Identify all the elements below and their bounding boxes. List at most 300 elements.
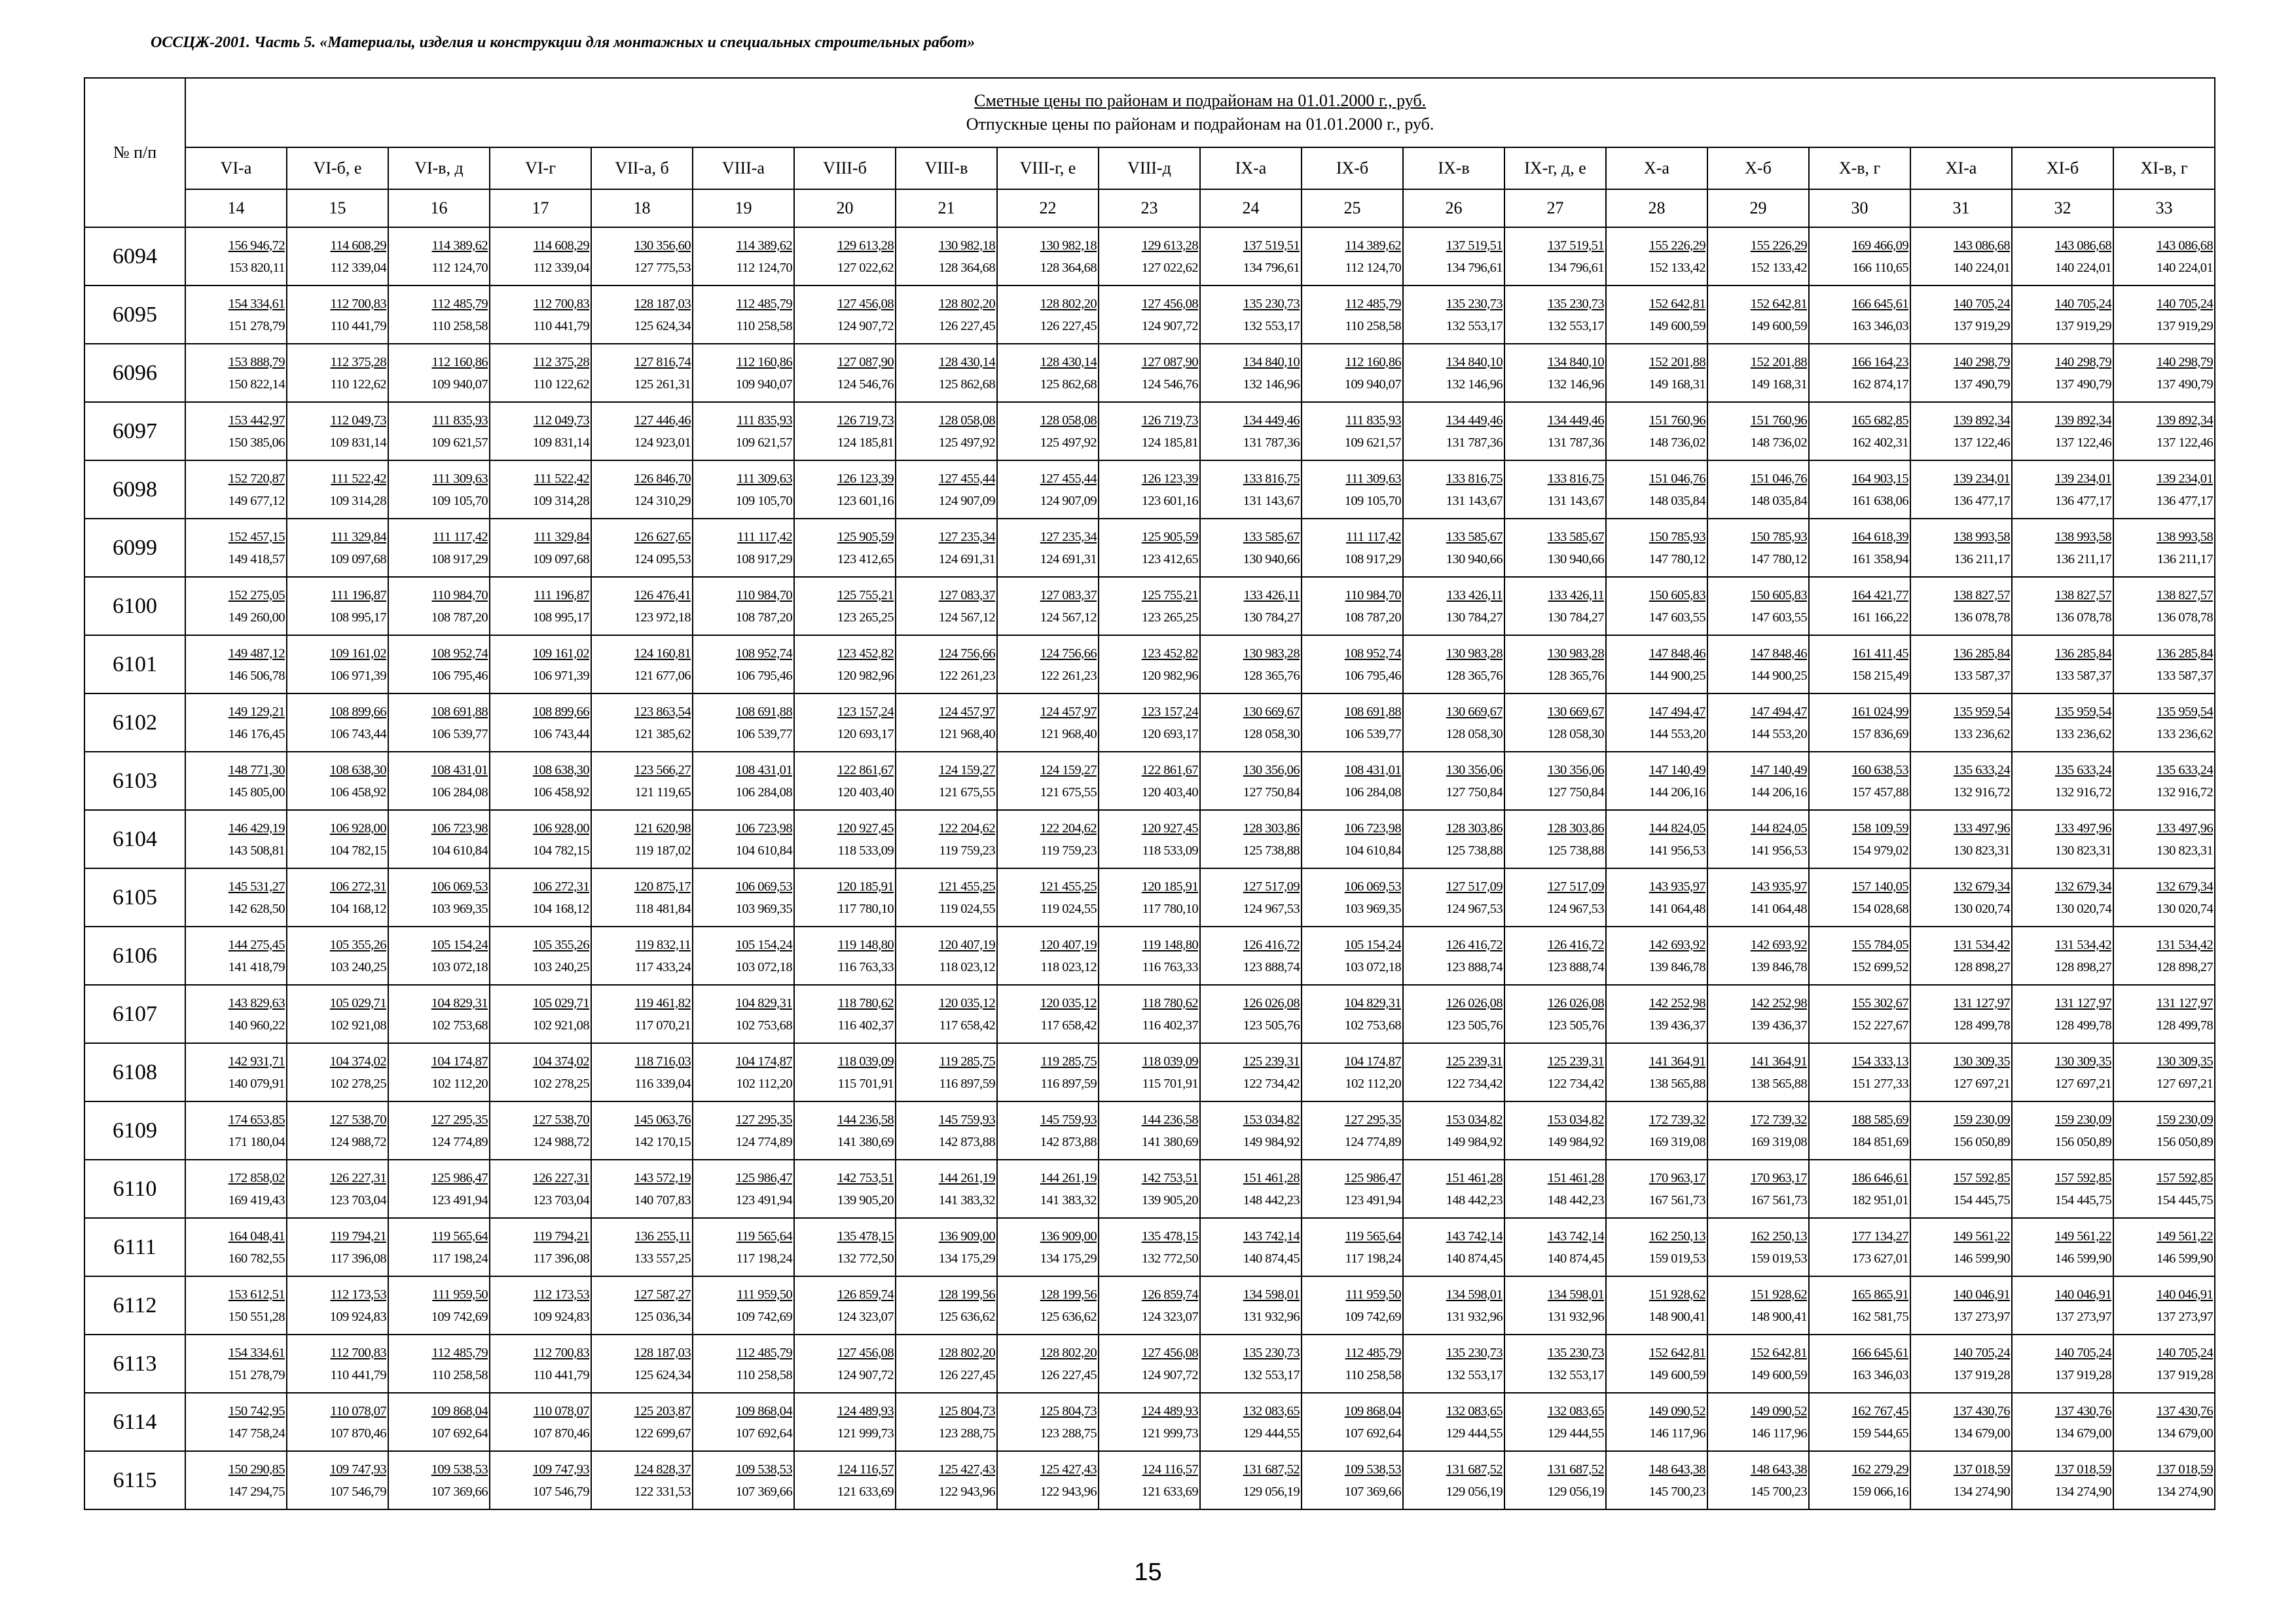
estimated-price: 112 375,28 — [533, 354, 589, 369]
price-cell — [2012, 1335, 2113, 1393]
release-price: 132 916,72 — [2156, 784, 2214, 800]
release-price: 104 610,84 — [735, 843, 792, 858]
release-price: 142 170,15 — [634, 1134, 691, 1149]
price-cell — [1403, 1043, 1504, 1101]
release-price: 136 078,78 — [2054, 610, 2111, 625]
estimated-price: 139 892,34 — [1953, 413, 2010, 428]
estimated-price: 106 069,53 — [1344, 879, 1401, 894]
release-price: 146 176,45 — [228, 726, 285, 741]
price-cell — [1809, 752, 1910, 810]
price-cell — [1809, 635, 1910, 693]
release-price: 124 095,53 — [634, 551, 691, 566]
table-row — [84, 227, 2215, 286]
price-cell — [693, 460, 794, 519]
estimated-price: 157 592,85 — [2054, 1170, 2111, 1185]
release-price: 123 505,76 — [1547, 1018, 1604, 1033]
table-row — [84, 1160, 2215, 1218]
estimated-price: 160 638,53 — [1851, 762, 1908, 777]
price-cell — [1099, 1276, 1200, 1335]
release-price: 122 261,23 — [1040, 668, 1097, 683]
column-header: VIII-г, е — [997, 147, 1099, 189]
page-number: 15 — [1134, 1559, 1162, 1586]
estimated-price: 130 309,35 — [1953, 1054, 2010, 1069]
price-cell — [1403, 344, 1504, 402]
release-price: 146 599,90 — [1953, 1251, 2010, 1266]
release-price: 124 774,89 — [735, 1134, 792, 1149]
estimated-price: 140 298,79 — [2054, 354, 2111, 369]
estimated-price: 147 848,46 — [1750, 646, 1807, 661]
price-cell — [2113, 1043, 2215, 1101]
release-price: 158 215,49 — [1851, 668, 1908, 683]
estimated-price: 166 164,23 — [1851, 354, 1908, 369]
price-cell — [896, 1276, 997, 1335]
estimated-price: 158 109,59 — [1851, 821, 1908, 836]
price-cell — [1099, 1218, 1200, 1276]
release-price: 142 628,50 — [228, 901, 285, 916]
estimated-price: 143 086,68 — [2156, 238, 2214, 253]
price-cell — [1910, 1276, 2012, 1335]
estimated-price: 104 374,02 — [532, 1054, 589, 1069]
price-cell — [2012, 1101, 2113, 1160]
estimated-price: 111 117,42 — [1346, 529, 1401, 544]
price-cell — [1606, 402, 1707, 460]
price-cell — [287, 1393, 388, 1451]
estimated-price: 111 117,42 — [433, 529, 488, 544]
estimated-price: 119 285,75 — [1040, 1054, 1097, 1069]
release-price: 131 143,67 — [1547, 493, 1604, 508]
estimated-price: 122 861,67 — [837, 762, 894, 777]
column-index: 32 — [2012, 189, 2113, 227]
price-cell — [185, 460, 287, 519]
release-price: 109 105,70 — [735, 493, 792, 508]
release-price: 144 206,16 — [1750, 784, 1807, 800]
price-cell — [1099, 402, 1200, 460]
estimated-price: 105 355,26 — [329, 937, 386, 952]
price-cell — [490, 286, 591, 344]
estimated-price: 142 252,98 — [1649, 995, 1705, 1010]
price-cell — [1200, 635, 1302, 693]
release-price: 130 823,31 — [1953, 843, 2010, 858]
price-cell — [287, 227, 388, 286]
row-number: 6108 — [84, 1043, 185, 1101]
release-price: 167 561,73 — [1750, 1192, 1807, 1208]
release-price: 110 258,58 — [431, 1367, 488, 1382]
release-price: 123 491,94 — [1344, 1192, 1401, 1208]
release-price: 152 699,52 — [1851, 959, 1908, 974]
release-price: 119 187,02 — [634, 843, 691, 858]
price-cell — [896, 1451, 997, 1509]
price-cell — [1504, 868, 1606, 927]
release-price: 139 436,37 — [1750, 1018, 1807, 1033]
estimated-price: 150 290,85 — [228, 1462, 285, 1477]
estimated-price: 108 691,88 — [431, 704, 488, 719]
estimated-price: 125 905,59 — [1141, 529, 1198, 544]
release-price: 133 587,37 — [2156, 668, 2214, 683]
price-cell — [1099, 1043, 1200, 1101]
price-cell — [693, 577, 794, 635]
price-cell — [896, 1101, 997, 1160]
price-cell — [1809, 810, 1910, 868]
table-row — [84, 693, 2215, 752]
price-cell — [185, 1043, 287, 1101]
price-cell — [388, 1335, 490, 1393]
release-price: 124 691,31 — [938, 551, 995, 566]
release-price: 124 967,53 — [1547, 901, 1604, 916]
release-price: 148 736,02 — [1649, 435, 1705, 450]
release-price: 109 940,07 — [735, 377, 792, 392]
estimated-price: 124 116,57 — [1142, 1462, 1198, 1477]
release-price: 122 331,53 — [634, 1484, 691, 1499]
release-price: 130 784,27 — [1243, 610, 1300, 625]
price-cell — [794, 402, 896, 460]
release-price: 123 703,04 — [329, 1192, 386, 1208]
estimated-price: 112 049,73 — [533, 413, 589, 428]
price-cell — [1099, 868, 1200, 927]
estimated-price: 162 250,13 — [1750, 1228, 1807, 1244]
estimated-price: 143 742,14 — [1243, 1228, 1300, 1244]
price-cell — [1302, 810, 1403, 868]
estimated-price: 119 461,82 — [634, 995, 691, 1010]
estimated-price: 144 261,19 — [1040, 1170, 1097, 1185]
price-cell — [1099, 1335, 1200, 1393]
row-number-header: № п/п — [84, 78, 185, 227]
estimated-price: 108 952,74 — [431, 646, 488, 661]
estimated-price: 122 204,62 — [1040, 821, 1097, 836]
table-row — [84, 1451, 2215, 1509]
estimated-price: 137 519,51 — [1547, 238, 1604, 253]
price-cell — [591, 227, 693, 286]
release-price: 154 445,75 — [1953, 1192, 2010, 1208]
release-price: 169 419,43 — [228, 1192, 285, 1208]
price-cell — [794, 985, 896, 1043]
column-header: VIII-б — [794, 147, 896, 189]
release-price: 154 028,68 — [1851, 901, 1908, 916]
release-price: 153 820,11 — [228, 260, 285, 275]
price-cell — [1707, 402, 1809, 460]
release-price: 128 499,78 — [1953, 1018, 2010, 1033]
release-price: 130 823,31 — [2054, 843, 2111, 858]
table-title-row — [84, 78, 2215, 147]
estimated-price: 135 633,24 — [1953, 762, 2010, 777]
release-price: 103 072,18 — [735, 959, 792, 974]
release-price: 117 658,42 — [939, 1018, 995, 1033]
price-cell — [287, 985, 388, 1043]
row-number: 6095 — [84, 286, 185, 344]
price-cell — [1403, 868, 1504, 927]
release-price: 159 019,53 — [1750, 1251, 1807, 1266]
table-title — [185, 78, 2215, 147]
release-price: 110 441,79 — [330, 318, 386, 333]
estimated-price: 126 026,08 — [1446, 995, 1503, 1010]
estimated-price: 123 566,27 — [634, 762, 691, 777]
release-price: 124 923,01 — [634, 435, 691, 450]
price-cell — [1099, 1160, 1200, 1218]
release-price: 149 984,92 — [1446, 1134, 1503, 1149]
estimated-price: 130 983,28 — [1547, 646, 1604, 661]
estimated-price: 105 154,24 — [735, 937, 792, 952]
column-index: 18 — [591, 189, 693, 227]
estimated-price: 108 952,74 — [735, 646, 792, 661]
release-price: 148 442,23 — [1243, 1192, 1300, 1208]
estimated-price: 147 140,49 — [1750, 762, 1807, 777]
release-price: 123 412,65 — [837, 551, 894, 566]
estimated-price: 165 865,91 — [1851, 1287, 1908, 1302]
price-cell — [1200, 868, 1302, 927]
price-cell — [1504, 227, 1606, 286]
price-cell — [490, 577, 591, 635]
price-cell — [794, 810, 896, 868]
release-price: 129 056,19 — [1547, 1484, 1604, 1499]
column-header-row — [84, 147, 2215, 189]
price-cell — [1910, 519, 2012, 577]
price-cell — [1707, 927, 1809, 985]
price-cell — [1910, 1218, 2012, 1276]
estimated-price: 124 116,57 — [837, 1462, 894, 1477]
release-price: 140 874,45 — [1446, 1251, 1503, 1266]
release-price: 142 873,88 — [938, 1134, 995, 1149]
release-price: 127 697,21 — [2156, 1076, 2214, 1091]
estimated-price: 142 931,71 — [228, 1054, 285, 1069]
release-price: 132 772,50 — [837, 1251, 894, 1266]
price-cell — [1302, 868, 1403, 927]
release-price: 125 738,88 — [1243, 843, 1300, 858]
release-price: 107 369,66 — [431, 1484, 488, 1499]
table-row — [84, 752, 2215, 810]
price-cell — [185, 1276, 287, 1335]
estimated-price: 110 984,70 — [736, 587, 792, 602]
estimated-price: 120 927,45 — [1141, 821, 1198, 836]
price-cell — [1504, 344, 1606, 402]
price-cell — [591, 577, 693, 635]
price-cell — [896, 286, 997, 344]
release-price: 109 105,70 — [431, 493, 488, 508]
release-price: 157 457,88 — [1851, 784, 1908, 800]
estimated-price: 125 239,31 — [1243, 1054, 1300, 1069]
estimated-price: 140 705,24 — [2156, 1345, 2214, 1360]
price-cell — [1504, 810, 1606, 868]
estimated-price: 149 129,21 — [228, 704, 285, 719]
release-price: 120 693,17 — [837, 726, 894, 741]
release-price: 125 497,92 — [1040, 435, 1097, 450]
release-price: 149 984,92 — [1547, 1134, 1604, 1149]
release-price: 128 365,76 — [1243, 668, 1300, 683]
release-price: 152 227,67 — [1851, 1018, 1908, 1033]
price-cell — [794, 460, 896, 519]
release-price: 117 396,08 — [330, 1251, 386, 1266]
price-cell — [591, 927, 693, 985]
release-price: 141 380,69 — [837, 1134, 894, 1149]
estimated-price: 149 561,22 — [2156, 1228, 2214, 1244]
row-number: 6098 — [84, 460, 185, 519]
release-price: 146 117,96 — [1751, 1426, 1807, 1441]
release-price: 132 916,72 — [1953, 784, 2010, 800]
price-cell — [1809, 460, 1910, 519]
price-cell — [287, 868, 388, 927]
price-cell — [1707, 1451, 1809, 1509]
price-cell — [2113, 868, 2215, 927]
estimated-price: 151 760,96 — [1750, 413, 1807, 428]
row-number: 6106 — [84, 927, 185, 985]
estimated-price: 109 538,53 — [1344, 1462, 1401, 1477]
estimated-price: 128 430,14 — [938, 354, 995, 369]
release-price: 147 294,75 — [228, 1484, 285, 1499]
estimated-price: 153 442,97 — [228, 413, 285, 428]
price-cell — [490, 868, 591, 927]
release-price: 129 444,55 — [1243, 1426, 1300, 1441]
release-price: 160 782,55 — [228, 1251, 285, 1266]
release-price: 125 624,34 — [634, 318, 691, 333]
release-price: 132 146,96 — [1446, 377, 1503, 392]
price-cell — [2113, 693, 2215, 752]
price-cell — [1606, 810, 1707, 868]
estimated-price: 125 239,31 — [1446, 1054, 1503, 1069]
price-cell — [185, 1101, 287, 1160]
release-price: 144 553,20 — [1649, 726, 1705, 741]
price-cell — [1403, 752, 1504, 810]
release-price: 124 907,72 — [1141, 318, 1198, 333]
release-price: 182 951,01 — [1851, 1192, 1908, 1208]
estimated-price: 130 983,28 — [1446, 646, 1503, 661]
release-price: 137 122,46 — [2156, 435, 2214, 450]
price-cell — [388, 1101, 490, 1160]
estimated-price: 128 430,14 — [1040, 354, 1097, 369]
price-cell — [1606, 868, 1707, 927]
price-cell — [997, 635, 1099, 693]
price-cell — [1910, 1393, 2012, 1451]
estimated-price: 111 117,42 — [737, 529, 792, 544]
table-row — [84, 519, 2215, 577]
release-price: 149 168,31 — [1649, 377, 1705, 392]
price-cell — [693, 344, 794, 402]
release-price: 141 380,69 — [1141, 1134, 1198, 1149]
release-price: 110 122,62 — [533, 377, 589, 392]
price-cell — [693, 1335, 794, 1393]
price-cell — [1809, 985, 1910, 1043]
estimated-price: 119 794,21 — [330, 1228, 386, 1244]
release-price: 109 097,68 — [532, 551, 589, 566]
price-cell — [1200, 227, 1302, 286]
price-cell — [1707, 460, 1809, 519]
row-number: 6113 — [84, 1335, 185, 1393]
estimated-price: 152 720,87 — [228, 471, 285, 486]
estimated-price: 126 227,31 — [329, 1170, 386, 1185]
price-cell — [490, 519, 591, 577]
price-cell — [1403, 577, 1504, 635]
estimated-price: 127 083,37 — [1040, 587, 1097, 602]
price-cell — [2113, 344, 2215, 402]
release-price: 117 433,24 — [634, 959, 691, 974]
price-cell — [1707, 227, 1809, 286]
price-cell — [1606, 1276, 1707, 1335]
release-price: 102 112,20 — [431, 1076, 488, 1091]
estimated-price: 136 285,84 — [1953, 646, 2010, 661]
estimated-price: 126 123,39 — [837, 471, 894, 486]
price-cell — [2113, 635, 2215, 693]
estimated-price: 135 230,73 — [1243, 1345, 1300, 1360]
column-index-row — [84, 189, 2215, 227]
estimated-price: 139 234,01 — [2156, 471, 2214, 486]
estimated-price: 144 824,05 — [1649, 821, 1705, 836]
estimated-price: 132 083,65 — [1243, 1403, 1300, 1418]
column-index: 24 — [1200, 189, 1302, 227]
estimated-price: 131 534,42 — [1953, 937, 2010, 952]
release-price: 107 369,66 — [1344, 1484, 1401, 1499]
release-price: 130 940,66 — [1446, 551, 1503, 566]
release-price: 132 146,96 — [1547, 377, 1604, 392]
estimated-price: 150 785,93 — [1649, 529, 1705, 544]
estimated-price: 170 963,17 — [1750, 1170, 1807, 1185]
estimated-price: 145 531,27 — [228, 879, 285, 894]
price-cell — [1504, 1101, 1606, 1160]
release-price: 139 905,20 — [1141, 1192, 1198, 1208]
price-cell — [794, 1043, 896, 1101]
release-price: 167 561,73 — [1649, 1192, 1705, 1208]
estimated-price: 112 485,79 — [431, 296, 488, 311]
price-cell — [693, 1043, 794, 1101]
price-cell — [591, 1218, 693, 1276]
release-price: 102 921,08 — [532, 1018, 589, 1033]
estimated-price: 130 356,60 — [634, 238, 691, 253]
estimated-price: 108 638,30 — [329, 762, 386, 777]
row-number: 6111 — [84, 1218, 185, 1276]
release-price: 152 133,42 — [1750, 260, 1807, 275]
column-header: X-б — [1707, 147, 1809, 189]
release-price: 137 919,29 — [2054, 318, 2111, 333]
price-cell — [490, 693, 591, 752]
estimated-price: 137 430,76 — [2156, 1403, 2214, 1418]
release-price: 109 742,69 — [1344, 1309, 1401, 1324]
price-cell — [693, 1218, 794, 1276]
column-index: 33 — [2113, 189, 2215, 227]
estimated-price: 137 430,76 — [1953, 1403, 2010, 1418]
release-price: 102 753,68 — [1344, 1018, 1401, 1033]
price-cell — [794, 927, 896, 985]
price-cell — [693, 1393, 794, 1451]
estimated-price: 119 565,64 — [736, 1228, 792, 1244]
price-cell — [490, 1043, 591, 1101]
estimated-price: 135 230,73 — [1446, 296, 1503, 311]
estimated-price: 108 691,88 — [1344, 704, 1401, 719]
price-cell — [2012, 1043, 2113, 1101]
estimated-price: 128 199,56 — [938, 1287, 995, 1302]
estimated-price: 123 157,24 — [837, 704, 894, 719]
price-cell — [1504, 577, 1606, 635]
price-cell — [490, 1276, 591, 1335]
release-price: 131 787,36 — [1547, 435, 1604, 450]
price-cell — [794, 1451, 896, 1509]
release-price: 104 610,84 — [1344, 843, 1401, 858]
estimated-price: 151 928,62 — [1649, 1287, 1705, 1302]
release-price: 109 831,14 — [329, 435, 386, 450]
estimated-price: 131 687,52 — [1547, 1462, 1604, 1477]
release-price: 144 900,25 — [1750, 668, 1807, 683]
estimated-price: 145 759,93 — [938, 1112, 995, 1127]
estimated-price: 106 069,53 — [431, 879, 488, 894]
release-price: 124 988,72 — [532, 1134, 589, 1149]
price-cell — [1403, 693, 1504, 752]
estimated-price: 127 087,90 — [837, 354, 894, 369]
estimated-price: 128 802,20 — [1040, 1345, 1097, 1360]
release-price: 117 198,24 — [736, 1251, 792, 1266]
row-number: 6110 — [84, 1160, 185, 1218]
row-number: 6102 — [84, 693, 185, 752]
release-price: 106 539,77 — [735, 726, 792, 741]
estimated-price: 159 230,09 — [2054, 1112, 2111, 1127]
price-cell — [794, 1218, 896, 1276]
price-cell — [2113, 1160, 2215, 1218]
price-cell — [1606, 635, 1707, 693]
release-price: 143 508,81 — [228, 843, 285, 858]
